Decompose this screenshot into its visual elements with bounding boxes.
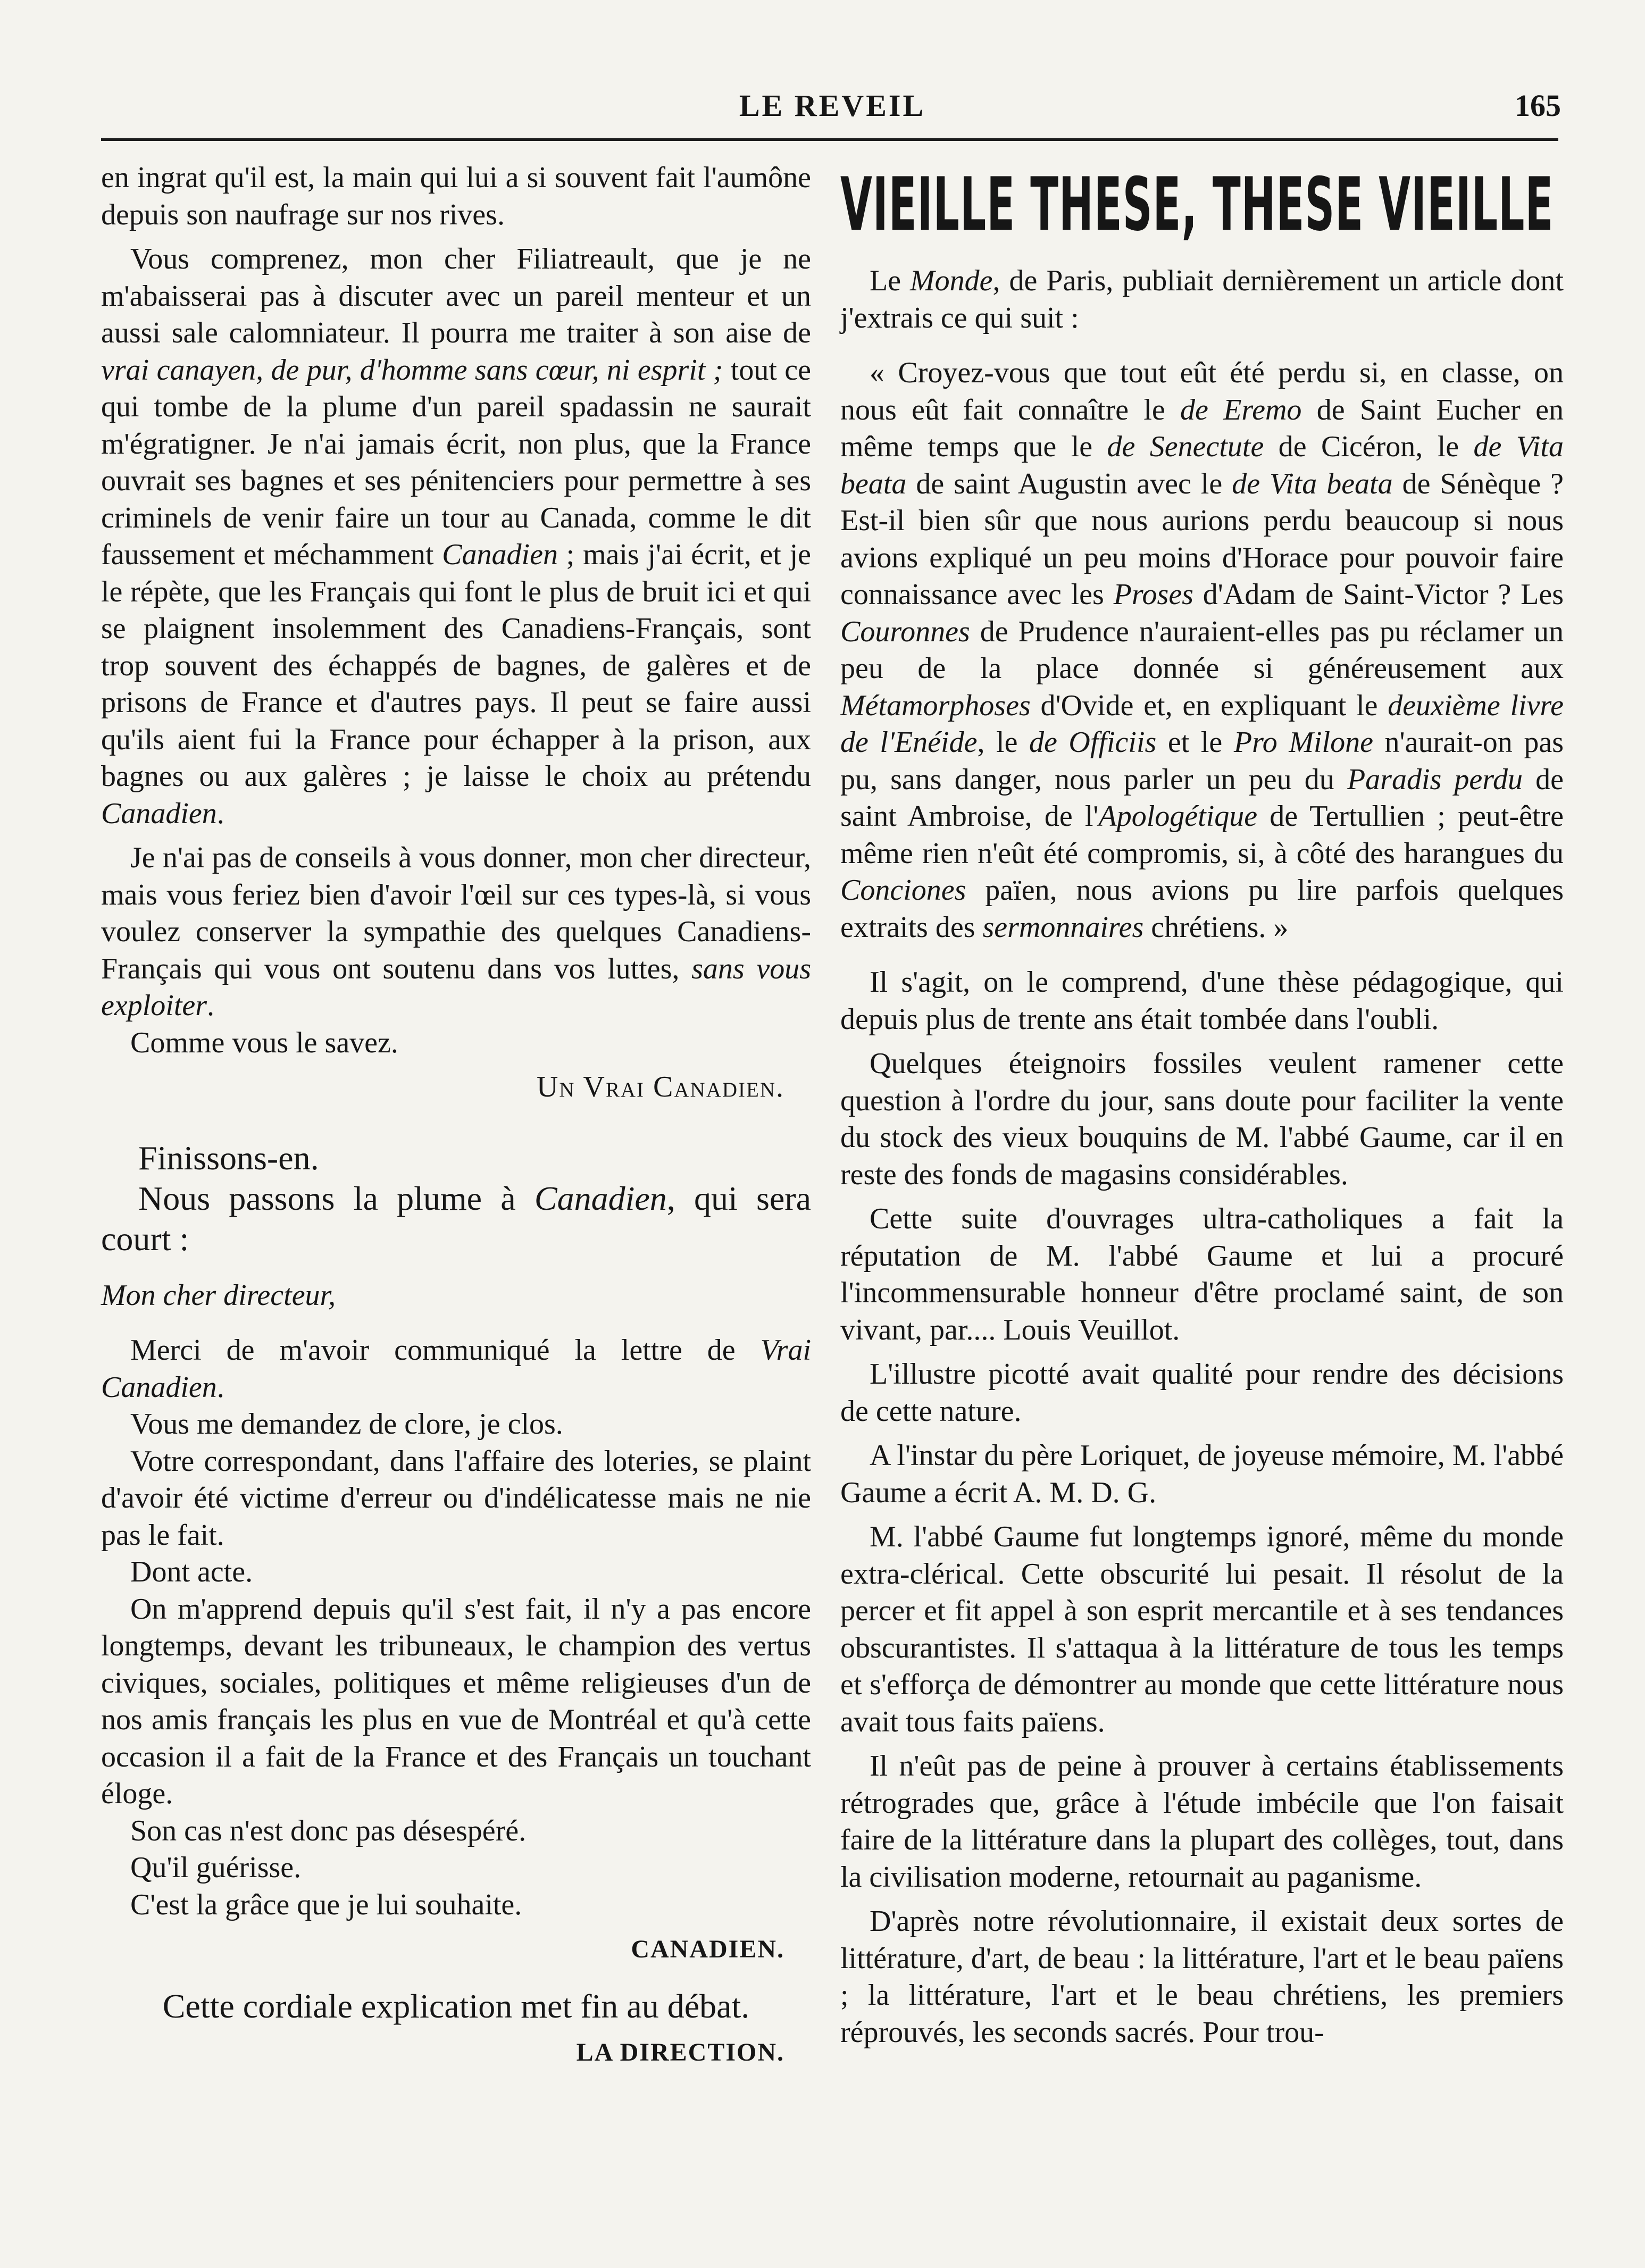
- right-column: [840, 160, 1564, 2051]
- page-number: 165: [1515, 88, 1561, 123]
- paragraph-nous-passons: Nous passons la plume à Canadien, qui sera court :: [101, 1179, 812, 1258]
- heading-finissons: Finissons-en.: [138, 1139, 319, 1177]
- paragraph-suite: Cette suite d'ouvrages ultra-catholiques a fait la réputation de M. l'abbé Gaume et lui a procuré l'incommensurable honneur d'être proclamé saint, de son vivant, par.... Louis Veuillot.: [840, 1202, 1564, 1346]
- paragraph-filiatreault: Vous comprenez, mon cher Filiatreault, que je ne m'abaisserai pas à discuter avec un pareil menteur et un aussi sale calomniateur. Il pourra me traiter à son aise de vrai canayen, de pur, d'homme sans cœur, ni esprit ; tout ce qui tombe de la plume d'un pareil spadassin ne saurait m'égratigner. Je n'ai jamais écrit, non plus, que la France ouvrait ses bagnes et ses pénitenciers pour permettre à ses criminels de venir faire un tour au Canada, comme le dit faussement et méchamment Canadien ; mais j'ai écrit, et je le répète, que les Français qui font le plus de bruit ici et qui se plaignent insolemment des Canadiens-Français, sont trop souvent des échappés de bagnes, de galères et de prisons de France et d'autres pays. Il peut se faire aussi qu'ils aient fui la France pour échapper à la prison, aux bagnes ou aux galères ; je laisse le choix au prétendu Canadien.: [101, 242, 812, 830]
- paragraph-continuation: en ingrat qu'il est, la main qui lui a si souvent fait l'aumône depuis son naufrage sur nos rives.: [101, 161, 811, 231]
- paragraph-cest: C'est la grâce que je lui souhaite.: [130, 1888, 522, 1921]
- paragraph-instar: A l'instar du père Loriquet, de joyeuse mémoire, M. l'abbé Gaume a écrit A. M. D. G.: [840, 1439, 1564, 1509]
- paragraph-son-cas: Son cas n'est donc pas désespéré.: [130, 1814, 527, 1847]
- paragraph-correspondant: Votre correspondant, dans l'affaire des loteries, se plaint d'avoir été victime d'erreur ou d'indélicatesse mais ne nie pas le fait.: [101, 1444, 811, 1552]
- signature-la-direction: LA DIRECTION.: [576, 2038, 784, 2066]
- paragraph-eteignoirs: Quelques éteignoirs fossiles veulent ramener cette question à l'ordre du jour, sans doute pour faciliter la vente du stock des vieux bouquins de M. l'abbé Gaume, car il en reste des fonds de magasins considérables.: [840, 1047, 1564, 1191]
- paragraph-vous-me: Vous me demandez de clore, je clos.: [130, 1408, 563, 1441]
- article-headline: VIEILLE THESE, THESE VIEILLE: [840, 162, 1554, 247]
- paragraph-intro: Le Monde, de Paris, publiait dernièrement un article dont j'extrais ce qui suit :: [840, 264, 1564, 334]
- header-rule: [101, 138, 1558, 141]
- paragraph-peine: Il n'eût pas de peine à prouver à certains établissements rétrogrades que, grâce à l'étude imbécile que l'on faisait faire de la littérature dans la plupart des collèges, tout, dans la civilisation moderne, retournait au paganisme.: [840, 1750, 1564, 1894]
- paragraph-illustre: L'illustre picotté avait qualité pour rendre des décisions de cette nature.: [840, 1358, 1564, 1428]
- signature-canadien: CANADIEN.: [631, 1935, 784, 1963]
- quoted-passage: « Croyez-vous que tout eût été perdu si, en classe, on nous eût fait connaître le de Eremo de Saint Eucher en même temps que le de Senectute de Cicéron, le de Vita beata de saint Augustin avec le de Vita beata de Sénèque ? Est-il bien sûr que nous aurions perdu beaucoup si nous avions expliqué un peu moins d'Horace pour pouvoir faire connaissance avec les Proses d'Adam de Saint-Victor ? Les Couronnes de Prudence n'auraient-elles pas pu réclamer un peu de la place donnée si généreusement aux Métamorphoses d'Ovide et, en expliquant le deuxième livre de l'Enéide, le de Officiis et le Pro Milone n'aurait-on pas pu, sans danger, nous parler un peu du Paradis perdu de saint Ambroise, de l'Apologétique de Tertullien ; peut-être même rien n'eût été compromis, si, à côté des harangues du Conciones païen, nous avions pu lire parfois quelques extraits des sermonnaires chrétiens. »: [840, 356, 1564, 944]
- paragraph-merci: Merci de m'avoir communiqué la lettre de Vrai Canadien.: [101, 1334, 811, 1404]
- signature-vrai-canadien: Un Vrai Canadien.: [536, 1070, 784, 1103]
- paragraph-ignore: M. l'abbé Gaume fut longtemps ignoré, même du monde extra-clérical. Cette obscurité lui pesait. Il résolut de la percer et fit appel à son esprit mercantile et à ses tendances obscurantistes. Il s'attaqua à la littérature de tous les temps et s'efforça de démontrer au monde que cette littérature nous avait tous faits païens.: [840, 1520, 1564, 1738]
- paragraph-on-mapprend: On m'apprend depuis qu'il s'est fait, il n'y a pas encore longtemps, devant les tribuneaux, le champion des vertus civiques, sociales, politiques et même religieuses d'un de nos amis français les plus en vue de Montréal et qu'à cette occasion il a fait de la France et des Français un touchant éloge.: [101, 1592, 811, 1810]
- paragraph-dapres: D'après notre révolutionnaire, il existait deux sortes de littérature, d'art, de beau : la littérature, l'art et le beau païens ; la littérature, l'art et le beau chrétiens, les premiers réprouvés, les seconds sacrés. Pour trou-: [840, 1905, 1564, 2049]
- paragraph-these: Il s'agit, on le comprend, d'une thèse pédagogique, qui depuis plus de trente ans était tombée dans l'oubli.: [840, 966, 1564, 1036]
- closing-statement: Cette cordiale explication met fin au débat.: [162, 1987, 750, 2025]
- paragraph-quil: Qu'il guérisse.: [130, 1851, 302, 1884]
- salutation: Mon cher directeur,: [101, 1278, 336, 1312]
- paragraph-comme: Comme vous le savez.: [130, 1026, 398, 1059]
- paragraph-dont-acte: Dont acte.: [130, 1555, 253, 1588]
- journal-title: LE REVEIL: [739, 88, 926, 123]
- running-head: [104, 77, 1561, 136]
- left-column: [101, 160, 811, 2071]
- paragraph-conseils: Je n'ai pas de conseils à vous donner, mon cher directeur, mais vous feriez bien d'avoir l'œil sur ces types-là, si vous voulez conserver la sympathie des quelques Canadiens-Français qui vous ont soutenu dans vos luttes, sans vous exploiter.: [101, 841, 812, 1022]
